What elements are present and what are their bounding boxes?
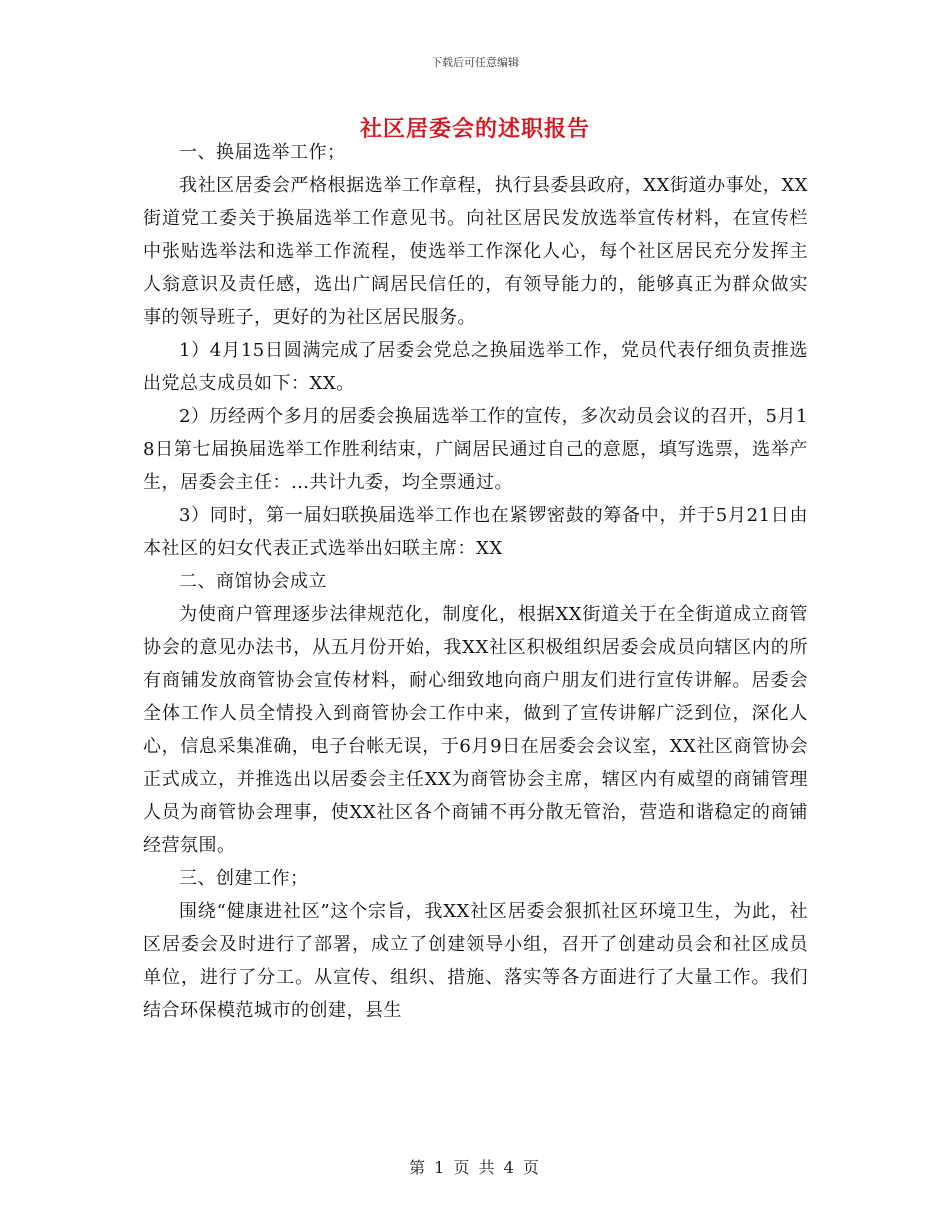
paragraph-election-intro: 我社区居委会严格根据选举工作章程，执行县委县政府，XX街道办事处，XX街道党工委关于换届选举工作意见书。向社区居民发放选举宣传材料，在宣传栏中张贴选举法和选举工作流程，使选举工作深化人心，每个社区居民充分发挥主人翁意识及责任感，选出广阔居民信任的，有领导能力的，能够真正为群众做实事的领导班子，更好的为社区居民服务。	[143, 175, 808, 328]
paragraph-election-item-3: 3）同时，第一届妇联换届选举工作也在紧锣密鼓的筹备中，并于5月21日由本社区的妇女代表正式选举出妇联主席：XX	[143, 505, 808, 559]
page-footer: 第 1 页 共 4 页	[409, 1158, 541, 1177]
paragraph-election-item-1: 1）4月15日圆满完成了居委会党总之换届选举工作，党员代表仔细负责推选出党总支成员如下：XX。	[143, 340, 808, 394]
section-heading-election: 一、换届选举工作；	[179, 142, 346, 163]
paragraph-merchant-association: 为使商户管理逐步法律规范化，制度化，根据XX街道关于在全街道成立商管协会的意见办法书，从五月份开始，我XX社区积极组织居委会成员向辖区内的所有商铺发放商管协会宣传材料，耐心细致地向商户朋友们进行宣传讲解。居委会全体工作人员全情投入到商管协会工作中来，做到了宣传讲解广泛到位，深化人心，信息采集准确，电子台帐无误，于6月9日在居委会会议室，XX社区商管协会正式成立，并推选出以居委会主任XX为商管协会主席，辖区内有威望的商铺管理人员为商管协会理事，使XX社区各个商铺不再分散无管治，营造和谐稳定的商铺经营氛围。	[143, 604, 808, 856]
paragraph-creation-work: 围绕“健康进社区”这个宗旨，我XX社区居委会狠抓社区环境卫生，为此，社区居委会及时进行了部署，成立了创建领导小组，召开了创建动员会和社区成员单位，进行了分工。从宣传、组织、措施、落实等各方面进行了大量工作。我们结合环保模范城市的创建，县生	[143, 901, 808, 1021]
section-heading-merchant-association: 二、商馆协会成立	[179, 571, 327, 592]
document-body	[143, 136, 808, 1027]
section-heading-creation-work: 三、创建工作；	[179, 868, 309, 889]
page-header-note: 下载后可任意编辑	[431, 56, 519, 69]
document-title: 社区居委会的述职报告	[359, 116, 590, 142]
paragraph-election-item-2: 2）历经两个多月的居委会换届选举工作的宣传，多次动员会议的召开，5月18日第七届换届选举工作胜利结束，广阔居民通过自己的意愿，填写选票，选举产生，居委会主任：…共计九委，均全票通过。	[143, 406, 808, 493]
